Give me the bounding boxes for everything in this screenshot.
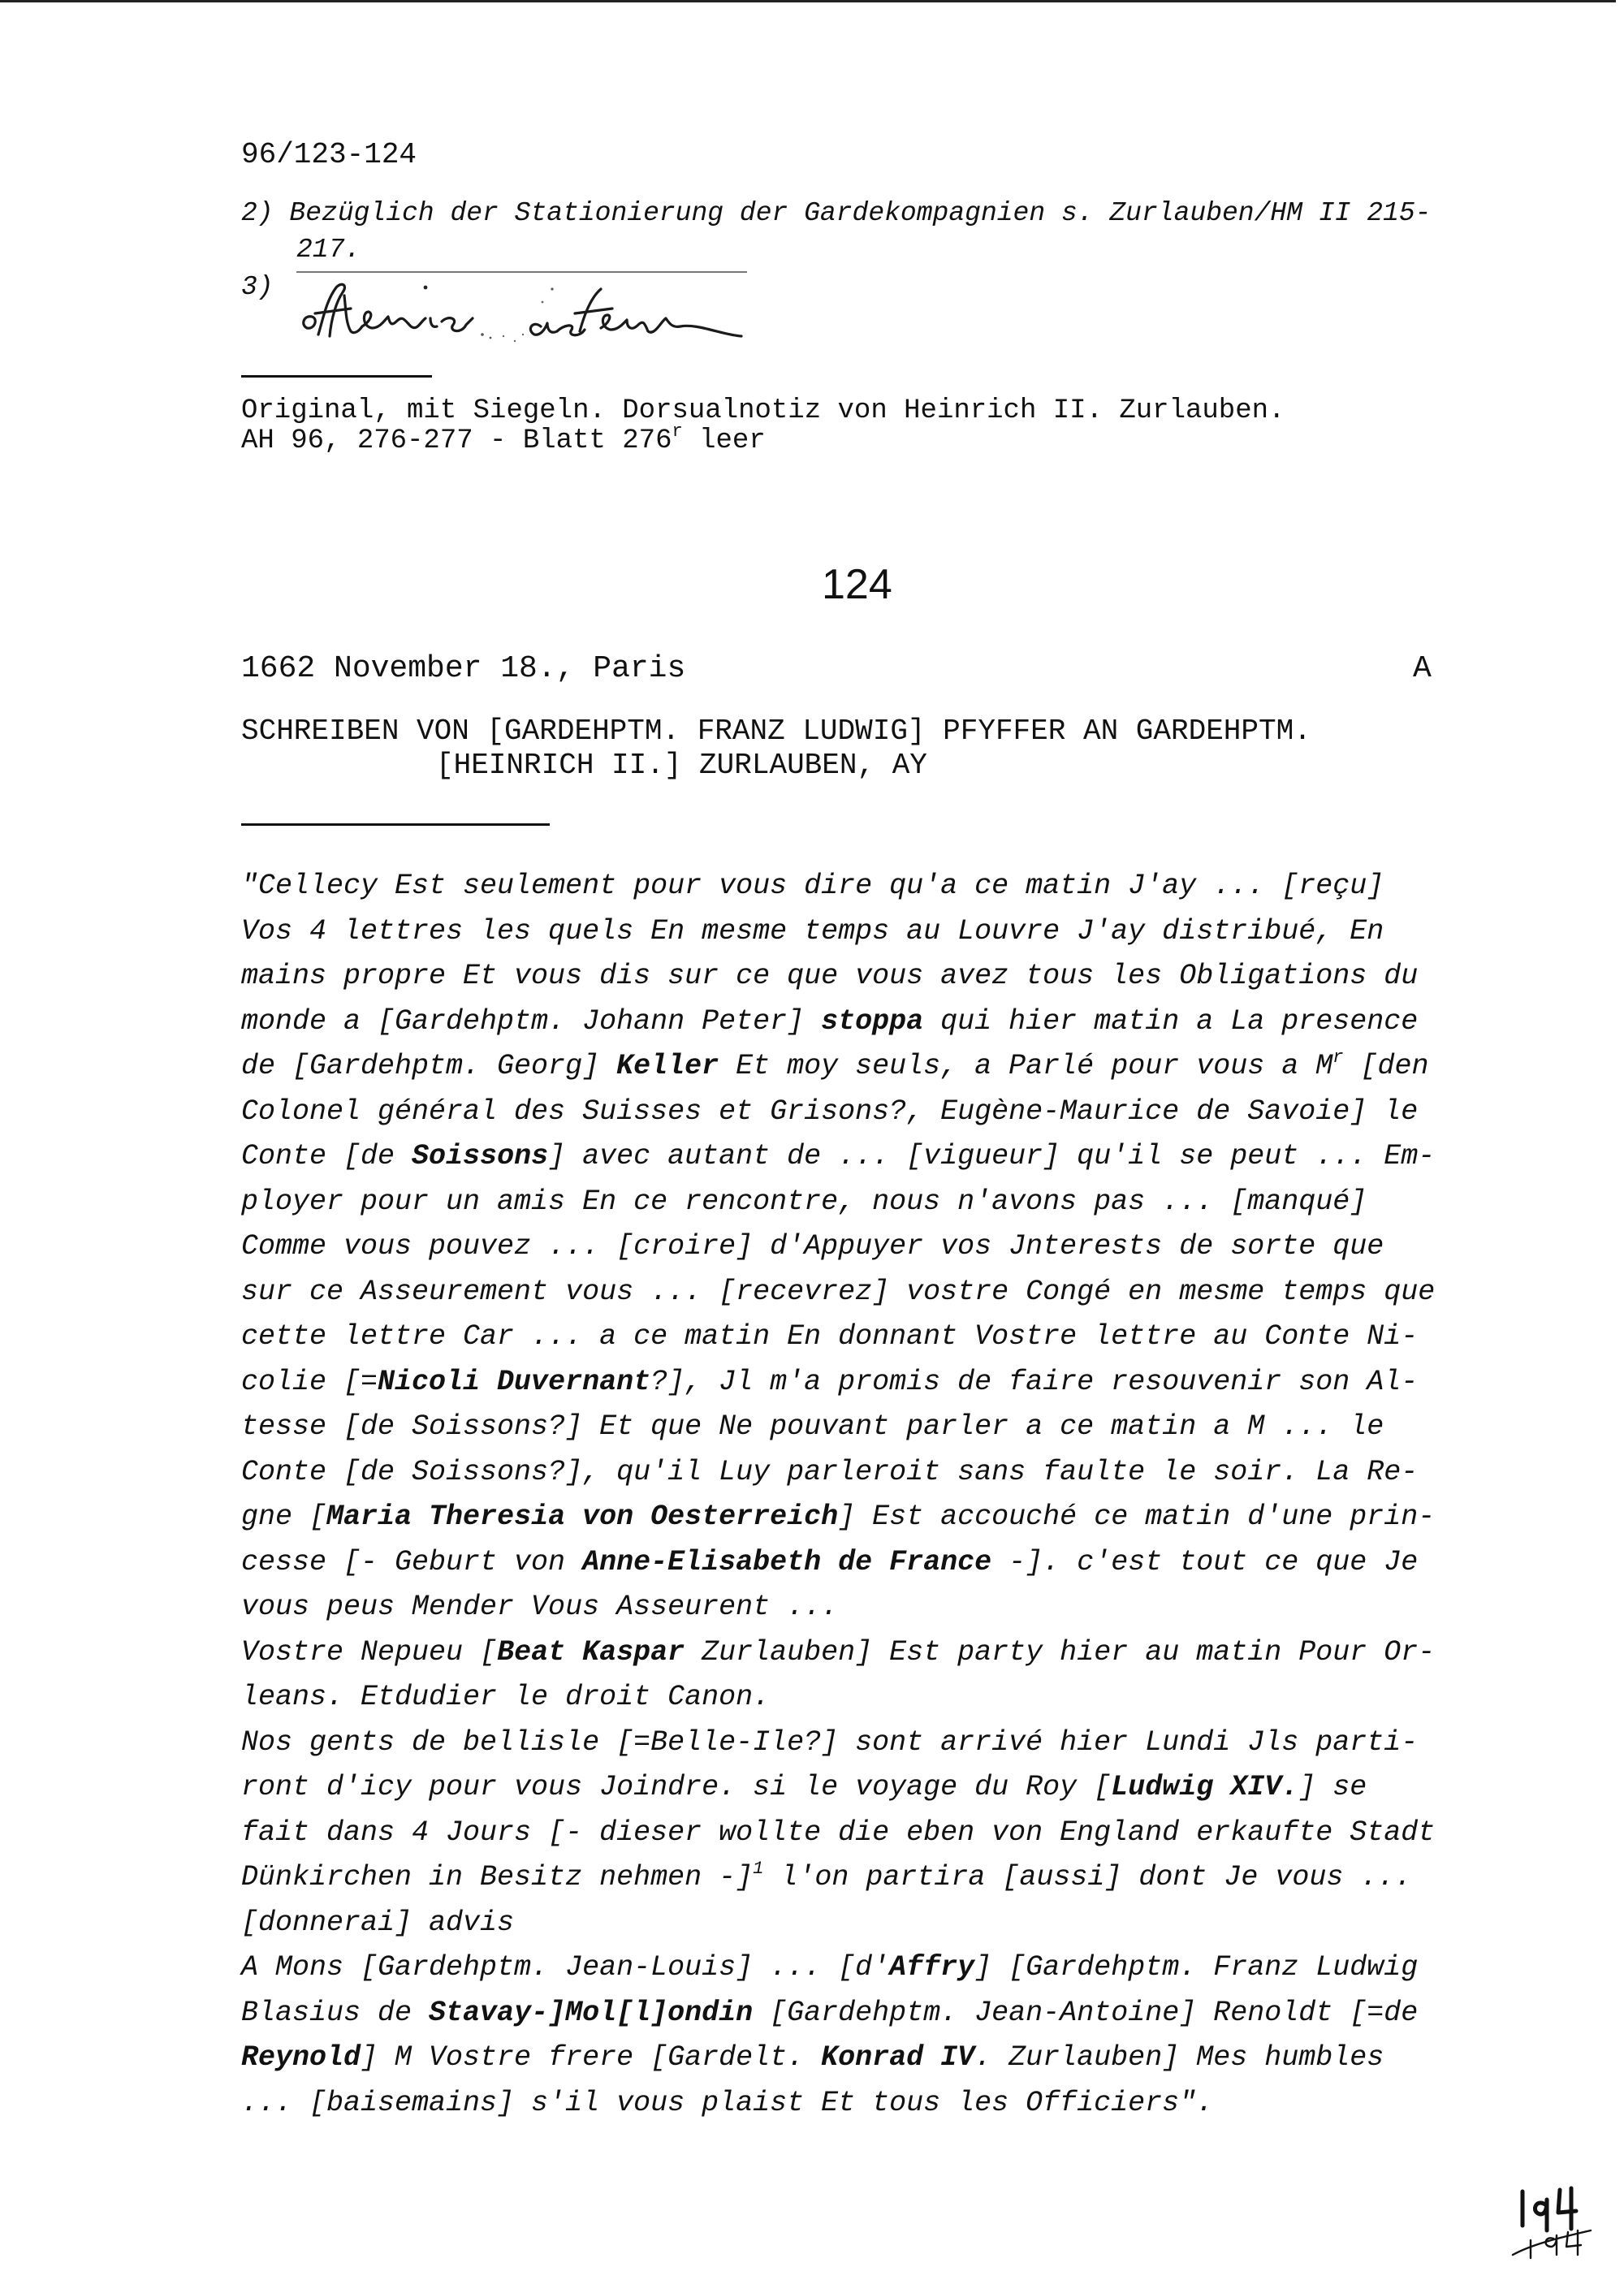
bold-name: Ludwig XIV. — [1111, 1771, 1299, 1803]
text-run: Vostre Nepueu [ — [241, 1635, 498, 1669]
handwritten-page-number-image — [1506, 2180, 1604, 2261]
body-line — [241, 1855, 1508, 1901]
footnote-2-line-2: 217. — [296, 235, 361, 265]
document-title-line-1: SCHREIBEN VON [GARDEHPTM. FRANZ LUDWIG] PFYFFER AN GARDEHPTM. — [241, 715, 1311, 748]
body-line — [241, 954, 1508, 1000]
text-run: Comme vous pouvez ... [croire] d'Appuyer vos Jnterests de sorte que — [241, 1230, 1384, 1263]
footnote-2-line-1: 2) Bezüglich der Stationierung der Gardekompagnien s. Zurlauben/HM II 215- — [241, 198, 1432, 228]
source-note-line-1: Original, mit Siegeln. Dorsualnotiz von Heinrich II. Zurlauben. — [241, 395, 1285, 426]
body-line — [241, 1450, 1508, 1496]
bold-name: Maria Theresia von Oesterreich — [326, 1501, 839, 1533]
body-line — [241, 1360, 1508, 1406]
bold-name: Anne-Elisabeth de France — [582, 1545, 992, 1578]
body-line — [241, 1630, 1508, 1676]
body-line — [241, 1811, 1508, 1856]
body-line — [241, 1945, 1508, 1991]
separator-rule — [241, 823, 550, 826]
body-line — [241, 2081, 1508, 2127]
text-run: [donnerai] advis — [241, 1906, 515, 1939]
text-run: ] Est accouché ce matin d'une prin- — [838, 1501, 1436, 1533]
bold-name: stoppa — [821, 1004, 924, 1038]
body-line — [241, 1405, 1508, 1450]
text-run: Colonel général des Suisses et Grisons?, Eugène-Maurice de Savoie] le — [241, 1095, 1419, 1128]
text-run: monde a [Gardehptm. Johann Peter] — [241, 1004, 822, 1038]
superscript: r — [1332, 1047, 1344, 1068]
body-line — [241, 909, 1508, 955]
separator-rule — [241, 375, 432, 378]
body-line — [241, 1495, 1508, 1540]
body-line — [241, 1044, 1508, 1090]
text-run: ployer pour un amis En ce rencontre, nous n'avons pas ... [manqué] — [241, 1185, 1367, 1218]
text-run: sur ce Asseurement vous ... [recevrez] vostre Congé en mesme temps que — [241, 1275, 1436, 1308]
text-run: Zurlauben] Est party hier au matin Pour Or- — [685, 1635, 1436, 1669]
bold-name: Nicoli Duvernant — [378, 1365, 651, 1398]
text-run: gne [ — [241, 1501, 327, 1533]
body-line — [241, 1675, 1508, 1721]
bold-name: Stavay-]Mol[l]ondin — [429, 1996, 754, 2029]
bold-name: Soissons — [412, 1140, 549, 1172]
text-run: qui hier matin a La presence — [923, 1004, 1419, 1038]
text-run: vous peus Mender Vous Asseurent ... — [241, 1591, 839, 1623]
body-line — [241, 1540, 1508, 1586]
body-line — [241, 1270, 1508, 1315]
letter-code: A — [1413, 651, 1432, 686]
text-run: Conte [de — [241, 1140, 412, 1172]
bold-name: Konrad IV — [821, 2041, 975, 2074]
handwritten-note-image — [299, 278, 754, 351]
text-run: Et moy seuls, a Parlé pour vous a M — [719, 1050, 1333, 1082]
text-run: ] avec autant de ... [vigueur] qu'il se peut ... Em- — [548, 1140, 1436, 1172]
text-run: "Cellecy Est seulement pour vous dire qu'a ce matin J'ay ... [reçu] — [241, 870, 1384, 902]
text-run: l'on partira [aussi] dont Je vous ... — [763, 1861, 1412, 1894]
text-run: ?], Jl m'a promis de faire resouvenir son Al- — [650, 1365, 1419, 1398]
body-line — [241, 1000, 1508, 1045]
document-number: 124 — [822, 561, 892, 608]
text-run: de [Gardehptm. Georg] — [241, 1050, 617, 1082]
body-line — [241, 1090, 1508, 1135]
text-run: mains propre Et vous dis sur ce que vous avez tous les Obligations du — [241, 960, 1419, 992]
document-title-line-2: [HEINRICH II.] ZURLAUBEN, AY — [436, 749, 927, 782]
text-run: Conte [de Soissons?], qu'il Luy parleroit sans faulte le soir. La Re- — [241, 1455, 1419, 1488]
text-run: ] M Vostre frere [Gardelt. — [361, 2041, 822, 2074]
text-run: fait dans 4 Jours [- dieser wollte die eben von England erkaufte Stadt — [241, 1816, 1436, 1849]
text-run: colie [= — [241, 1365, 378, 1398]
body-line — [241, 1765, 1508, 1811]
archive-reference: 96/123-124 — [241, 138, 417, 171]
text-run: ront d'icy pour vous Joindre. si le voyage du Roy [ — [241, 1771, 1112, 1803]
body-line — [241, 1180, 1508, 1225]
text-run: ] [Gardehptm. Franz Ludwig — [974, 1951, 1419, 1984]
source-note — [241, 396, 1285, 456]
text-run: Dünkirchen in Besitz nehmen -] — [241, 1861, 754, 1894]
text-run: . Zurlauben] Mes humbles — [974, 2041, 1384, 2074]
bold-name: Beat Kaspar — [497, 1635, 685, 1669]
text-run: tesse [de Soissons?] Et que Ne pouvant parler a ce matin a M ... le — [241, 1410, 1384, 1443]
body-line — [241, 1585, 1508, 1630]
text-run: A Mons [Gardehptm. Jean-Louis] ... [d' — [241, 1951, 890, 1984]
body-line — [241, 1134, 1508, 1180]
text-run: -]. c'est tout ce que Je — [991, 1545, 1419, 1578]
body-line — [241, 1901, 1508, 1946]
bold-name: Affry — [889, 1951, 975, 1984]
text-run: Vos 4 lettres les quels En mesme temps au Louvre J'ay distribué, En — [241, 914, 1384, 948]
body-line — [241, 1991, 1508, 2036]
text-run: [Gardehptm. Jean-Antoine] Renoldt [=de — [753, 1996, 1419, 2029]
body-line — [241, 1224, 1508, 1270]
date-place: 1662 November 18., Paris — [241, 651, 686, 686]
text-run: [den — [1343, 1050, 1429, 1082]
text-run: ] se — [1298, 1771, 1367, 1803]
text-run: Blasius de — [241, 1996, 430, 2029]
body-line — [241, 864, 1508, 909]
source-note-line-2: AH 96, 276-277 - Blatt 276$^r$ leer — [241, 421, 766, 456]
body-line — [241, 2036, 1508, 2081]
bold-name: Reynold — [241, 2041, 361, 2074]
footnote-3-marker: 3) — [241, 272, 274, 302]
top-border — [0, 0, 1616, 2]
text-run: ... [baisemains] s'il vous plaist Et tous les Officiers". — [241, 2086, 1214, 2119]
body-line — [241, 1315, 1508, 1360]
handwriting-guide-line — [296, 271, 747, 273]
text-run: cette lettre Car ... a ce matin En donnant Vostre lettre au Conte Ni- — [241, 1320, 1419, 1353]
body-line — [241, 1721, 1508, 1766]
text-run: Nos gents de bellisle [=Belle-Ile?] sont arrivé hier Lundi Jls parti- — [241, 1725, 1419, 1759]
superscript: 1 — [753, 1859, 764, 1879]
text-run: leans. Etdudier le droit Canon. — [241, 1681, 771, 1713]
bold-name: Keller — [616, 1050, 719, 1082]
letter-body — [241, 864, 1508, 2126]
text-run: cesse [- Geburt von — [241, 1545, 583, 1578]
